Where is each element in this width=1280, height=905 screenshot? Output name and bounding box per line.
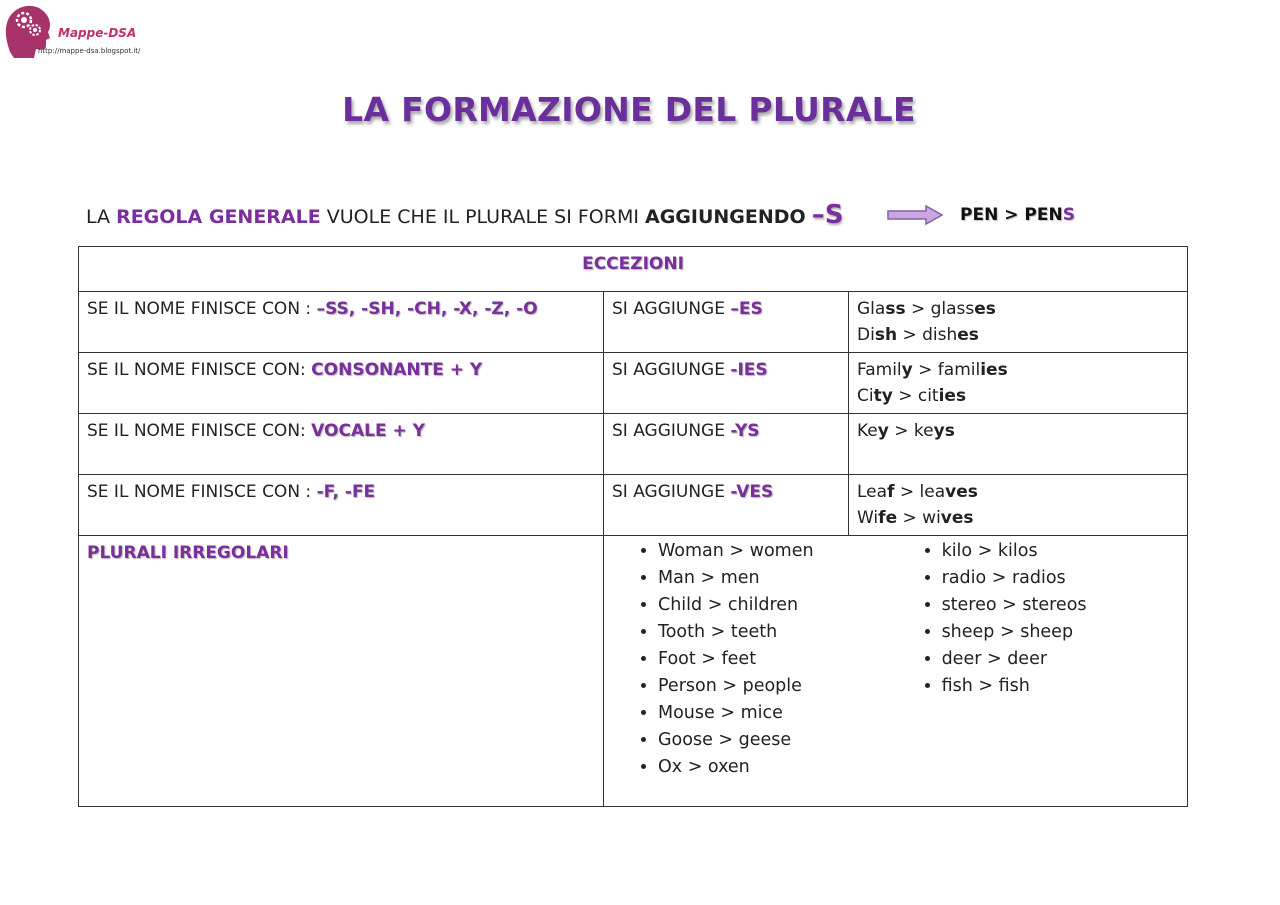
example-line: Glass > glasses bbox=[857, 299, 996, 319]
rule-example-ending: S bbox=[1062, 205, 1075, 225]
suffix-cell bbox=[604, 414, 849, 475]
list-item: • Goose > geese bbox=[658, 727, 814, 754]
logo-url[interactable]: http://mappe-dsa.blogspot.it/ bbox=[38, 47, 141, 55]
examples-cell bbox=[849, 292, 1188, 353]
rule-suffix: –S bbox=[811, 200, 844, 230]
list-item: • Woman > women bbox=[658, 538, 814, 565]
suffix-ending: -YS bbox=[730, 421, 760, 441]
rule-example bbox=[960, 205, 1075, 225]
example-line: Key > keys bbox=[857, 421, 955, 441]
suffix-ending: –ES bbox=[730, 299, 763, 319]
examples-cell bbox=[849, 414, 1188, 475]
condition-cell bbox=[79, 353, 604, 414]
general-rule bbox=[86, 200, 843, 230]
suffix-text: SI AGGIUNGE bbox=[612, 482, 731, 502]
table-row bbox=[79, 414, 1188, 475]
list-item: • stereo > stereos bbox=[942, 592, 1087, 619]
suffix-text: SI AGGIUNGE bbox=[612, 421, 731, 441]
list-item: • Ox > oxen bbox=[658, 754, 814, 781]
condition-ending: -F, -FE bbox=[316, 482, 376, 502]
suffix-ending: -IES bbox=[730, 360, 768, 380]
irregular-label-cell bbox=[79, 536, 604, 807]
list-item: • Child > children bbox=[658, 592, 814, 619]
example-line: Dish > dishes bbox=[857, 325, 979, 345]
page-title: LA FORMAZIONE DEL PLURALE bbox=[342, 90, 916, 129]
list-item: • Man > men bbox=[658, 565, 814, 592]
list-item: • kilo > kilos bbox=[942, 538, 1087, 565]
list-item: • fish > fish bbox=[942, 673, 1087, 700]
condition-ending: CONSONANTE + Y bbox=[311, 360, 483, 380]
example-line: Family > families bbox=[857, 360, 1008, 380]
condition-cell bbox=[79, 475, 604, 536]
condition-ending: –SS, -SH, -CH, -X, -Z, -O bbox=[316, 299, 538, 319]
condition-ending: VOCALE + Y bbox=[311, 421, 425, 441]
irregular-list-cell bbox=[604, 536, 1188, 807]
rule-text-1: LA bbox=[86, 206, 117, 228]
table-header-row bbox=[79, 247, 1188, 292]
condition-text: SE IL NOME FINISCE CON: bbox=[87, 421, 312, 441]
table-row bbox=[79, 475, 1188, 536]
irregular-list-right bbox=[814, 538, 1087, 781]
example-line: City > cities bbox=[857, 386, 967, 406]
example-line: Leaf > leaves bbox=[857, 482, 978, 502]
condition-cell bbox=[79, 414, 604, 475]
condition-text: SE IL NOME FINISCE CON: bbox=[87, 360, 312, 380]
example-line: Wife > wives bbox=[857, 508, 974, 528]
list-item: • Person > people bbox=[658, 673, 814, 700]
list-item: • radio > radios bbox=[942, 565, 1087, 592]
suffix-cell bbox=[604, 292, 849, 353]
condition-cell bbox=[79, 292, 604, 353]
list-item: • sheep > sheep bbox=[942, 619, 1087, 646]
arrow-right-icon bbox=[886, 205, 944, 225]
irregular-label: PLURALI IRREGOLARI bbox=[87, 543, 289, 563]
suffix-cell bbox=[604, 475, 849, 536]
condition-text: SE IL NOME FINISCE CON : bbox=[87, 299, 317, 319]
condition-text: SE IL NOME FINISCE CON : bbox=[87, 482, 317, 502]
list-item: • Tooth > teeth bbox=[658, 619, 814, 646]
suffix-text: SI AGGIUNGE bbox=[612, 360, 731, 380]
table-header bbox=[79, 247, 1188, 292]
exceptions-table bbox=[78, 246, 1188, 807]
logo bbox=[2, 0, 162, 62]
table-row bbox=[79, 292, 1188, 353]
list-item: • deer > deer bbox=[942, 646, 1087, 673]
list-item: • Mouse > mice bbox=[658, 700, 814, 727]
list-item: • Foot > feet bbox=[658, 646, 814, 673]
irregular-list-left bbox=[604, 538, 814, 781]
examples-cell bbox=[849, 475, 1188, 536]
irregular-row bbox=[79, 536, 1188, 807]
table-row bbox=[79, 353, 1188, 414]
rule-highlight: REGOLA GENERALE bbox=[116, 206, 321, 228]
suffix-cell bbox=[604, 353, 849, 414]
table-header-label: ECCEZIONI bbox=[582, 254, 684, 274]
logo-name: Mappe-DSA bbox=[58, 26, 137, 40]
examples-cell bbox=[849, 353, 1188, 414]
suffix-text: SI AGGIUNGE bbox=[612, 299, 731, 319]
rule-text-3: AGGIUNGENDO bbox=[644, 206, 806, 228]
rule-text-2: VUOLE CHE IL PLURALE SI FORMI bbox=[320, 206, 645, 228]
rule-example-base: PEN > PEN bbox=[960, 205, 1063, 225]
suffix-ending: -VES bbox=[730, 482, 774, 502]
